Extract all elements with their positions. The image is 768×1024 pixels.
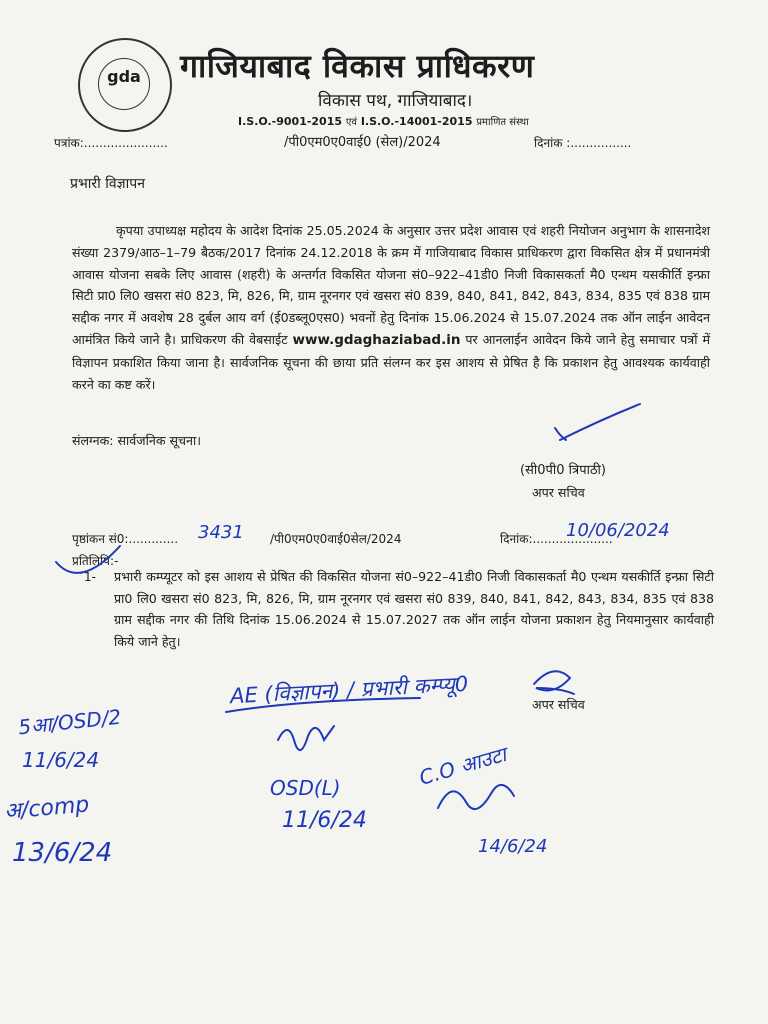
organization-name: गाजियाबाद विकास प्राधिकरण bbox=[180, 47, 535, 85]
handwritten-left-note-1: 5आ/OSD/2 bbox=[17, 704, 123, 740]
handwritten-osd-note: OSD(L) bbox=[270, 776, 341, 800]
subject-heading: प्रभारी विज्ञापन bbox=[70, 176, 145, 192]
letter-date-label: दिनांक :................ bbox=[534, 136, 632, 150]
iso-certified: प्रमाणित संस्था bbox=[476, 117, 529, 128]
handwritten-ae-note: AE (विज्ञापन) / प्रभारी कम्प्यू0 bbox=[229, 671, 469, 709]
endorsement-reference: /पी0एम0ए0वाई0सेल/2024 bbox=[270, 532, 402, 546]
copy-item-number: 1- bbox=[84, 570, 96, 584]
copy-label: प्रतिलिपि:- bbox=[72, 554, 119, 568]
copy-bracket-mark bbox=[56, 546, 120, 573]
body-text-2: पर आनलाईन आवेदन किये जाने हेतु समाचार पत्रों में विज्ञापन प्रकाशित किया जाना है। सार्वजनिक सूचना की छाया प्रति संलग्न कर इस आशय से प्रेषित है कि प्रकाशन हेतु आवश्यक कार्यवाही करने का कष्ट करें। bbox=[72, 331, 710, 392]
iso-9001: I.S.O.-9001-2015 bbox=[238, 115, 343, 128]
ae-underline bbox=[226, 698, 420, 712]
signatory-name: (सी0पी0 त्रिपाठी) bbox=[520, 463, 606, 478]
endorsement-label: पृष्ठांकन सं0:............. bbox=[72, 532, 179, 546]
endorsement-date-label: दिनांक:..................... bbox=[500, 532, 613, 546]
handwritten-endorsement-number: 3431 bbox=[198, 522, 244, 543]
iso-joiner: एवं bbox=[345, 117, 357, 128]
iso-14001: I.S.O.-14001-2015 bbox=[360, 115, 473, 128]
handwritten-endorsement-date: 10/06/2024 bbox=[566, 520, 670, 541]
letter-reference: /पी0एम0ए0वाई0 (सेल)/2024 bbox=[284, 135, 441, 150]
enclosure-note: संलग्नक: सार्वजनिक सूचना। bbox=[72, 433, 202, 448]
tick-mark-top bbox=[555, 404, 640, 440]
signatory-designation: अपर सचिव bbox=[532, 485, 585, 500]
website-link: www.gdaghaziabad.in bbox=[292, 331, 461, 348]
handwritten-left-date-1: 11/6/24 bbox=[22, 748, 100, 772]
logo-mark: gda bbox=[107, 67, 141, 86]
scribble-initial-right bbox=[534, 671, 574, 694]
scribble-co-sign bbox=[438, 785, 514, 809]
handwritten-osd-date: 11/6/24 bbox=[282, 808, 367, 833]
letter-number-label: पत्रांक:...................... bbox=[54, 136, 168, 150]
copy-text: प्रभारी कम्प्यूटर को इस आशय से प्रेषित की विकसित योजना सं0–922–41डी0 निजी विकासकर्ता मै0 एन्थम यसकीर्ति इन्फ्रा सिटी प्रा0 लि0 खसरा सं0 823, मि, 826, मि, ग्राम नूरनगर एवं खसरा सं0 839, 840, 841, 842, 843, 834, 835 एवं 838 ग्राम सद्दीक नगर की तिथि दिनांक 15.06.2024 से 15.07.2027 तक ऑन लाईन योजना प्रकाशन हेतु नियमानुसार कार्यवाही किये जाने हेतु। bbox=[114, 569, 714, 649]
organization-address: विकास पथ, गाजियाबाद। bbox=[318, 91, 473, 111]
body-text-1: कृपया उपाध्यक्ष महोदय के आदेश दिनांक 25.05.2024 के अनुसार उत्तर प्रदेश आवास एवं शहरी नियोजन अनुभाग के शासनादेश संख्या 2379/आठ–1–79 बैठक/2017 दिनांक 24.12.2018 के क्रम में गाजियाबाद विकास प्राधिकरण द्वारा विकसित क्षेत्र में प्रधानमंत्री आवास योजना सबके लिए आवास (शहरी) के अन्तर्गत विकसित योजना सं0–922–41डी0 निजी विकासकर्ता मै0 एन्थम यसकीर्ति इन्फ्रा सिटी प्रा0 लि0 खसरा सं0 823, मि, 826, मि, ग्राम नूरनगर एवं खसरा सं0 839, 840, 841, 842, 843, 834, 835 एवं 838 ग्राम सद्दीक नगर में अवशेष 28 दुर्बल आय वर्ग (ई0डब्लू0एस0) भवनों हेतु दिनांक 15.06.2024 से 15.07.2024 तक ऑन लाईन आवेदन आमंत्रित किये जाने है। प्राधिकरण की वेबसाईट bbox=[72, 223, 710, 347]
handwritten-co-date: 14/6/24 bbox=[478, 836, 548, 857]
handwritten-left-note-2: अ/comp bbox=[3, 792, 91, 825]
handwritten-co-note: C.O आउटा bbox=[416, 742, 509, 790]
handwritten-left-date-2: 13/6/24 bbox=[12, 838, 113, 868]
endorsement-designation: अपर सचिव bbox=[532, 697, 585, 712]
scribble-kamal bbox=[278, 726, 334, 750]
